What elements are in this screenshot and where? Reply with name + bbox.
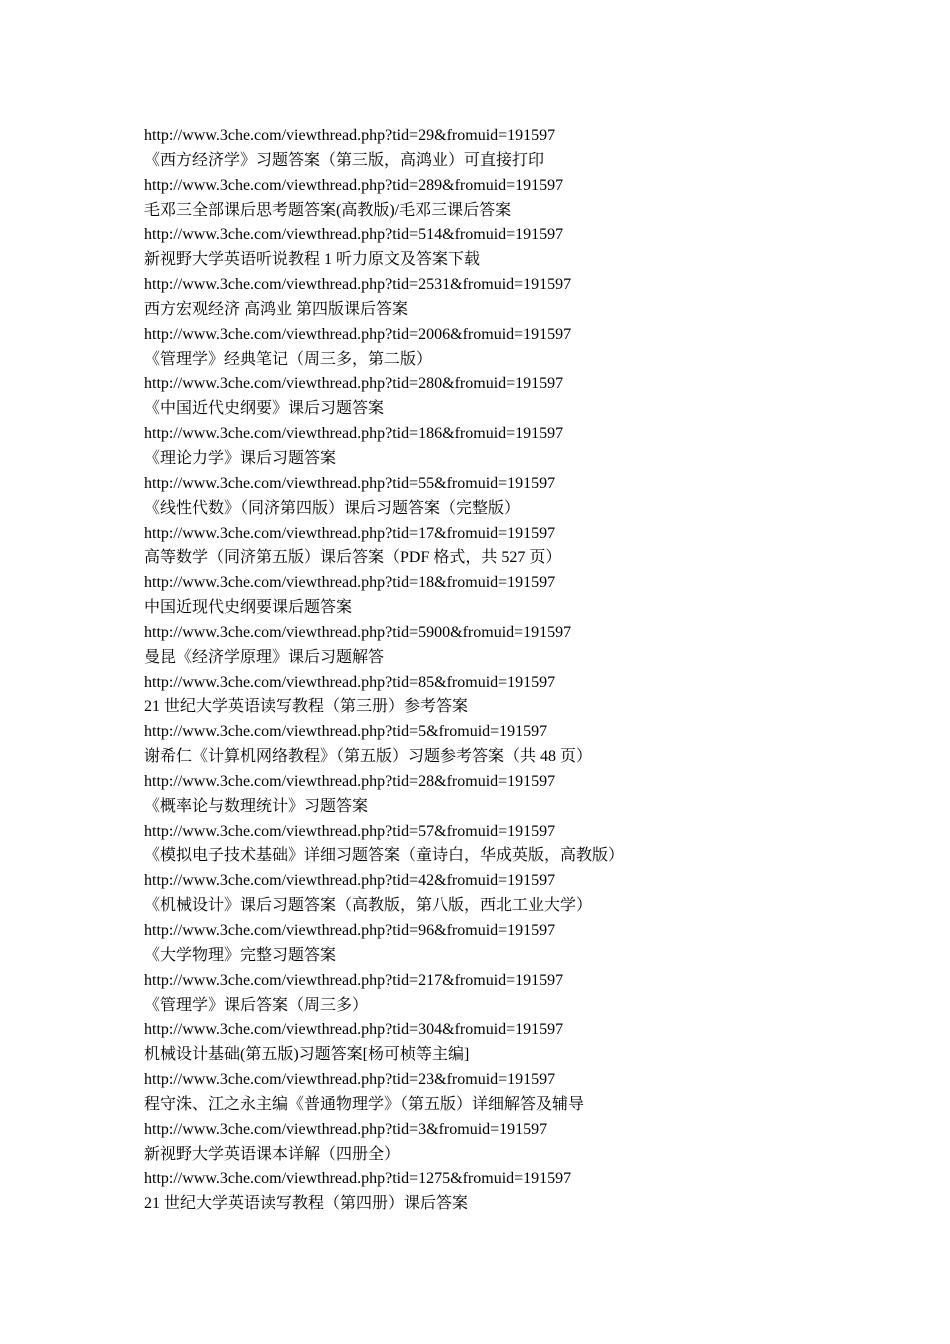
url-line: http://www.3che.com/viewthread.php?tid=28&fromuid=191597 xyxy=(144,772,556,790)
title-line: 《概率论与数理统计》习题答案 xyxy=(144,797,369,815)
url-line: http://www.3che.com/viewthread.php?tid=85&fromuid=191597 xyxy=(144,673,556,691)
url-line: http://www.3che.com/viewthread.php?tid=289&fromuid=191597 xyxy=(144,176,564,194)
title-line: 曼昆《经济学原理》课后习题解答 xyxy=(144,648,385,666)
url-line: http://www.3che.com/viewthread.php?tid=280&fromuid=191597 xyxy=(144,375,564,393)
title-line: 《中国近代史纲要》课后习题答案 xyxy=(144,400,385,418)
url-line: http://www.3che.com/viewthread.php?tid=5900&fromuid=191597 xyxy=(144,623,572,641)
title-line: 西方宏观经济 高鸿业 第四版课后答案 xyxy=(144,300,409,318)
title-line: 《大学物理》完整习题答案 xyxy=(144,946,337,964)
url-line: http://www.3che.com/viewthread.php?tid=514&fromuid=191597 xyxy=(144,226,564,244)
title-line: 《机械设计》课后习题答案（高教版，第八版，西北工业大学） xyxy=(144,897,593,915)
title-line: 谢希仁《计算机网络教程》（第五版）习题参考答案（共 48 页） xyxy=(144,748,593,766)
url-line: http://www.3che.com/viewthread.php?tid=29&fromuid=191597 xyxy=(144,127,556,144)
title-line: 21 世纪大学英语读写教程（第四册）课后答案 xyxy=(144,1195,469,1213)
url-line: http://www.3che.com/viewthread.php?tid=55&fromuid=191597 xyxy=(144,474,556,492)
title-line: 毛邓三全部课后思考题答案(高教版)/毛邓三课后答案 xyxy=(144,201,512,219)
url-line: http://www.3che.com/viewthread.php?tid=42&fromuid=191597 xyxy=(144,872,556,890)
url-line: http://www.3che.com/viewthread.php?tid=5&fromuid=191597 xyxy=(144,723,548,741)
title-line: 中国近现代史纲要课后题答案 xyxy=(144,599,353,617)
title-line: 新视野大学英语听说教程 1 听力原文及答案下载 xyxy=(144,251,481,269)
url-line: http://www.3che.com/viewthread.php?tid=2531&fromuid=191597 xyxy=(144,276,572,294)
url-line: http://www.3che.com/viewthread.php?tid=3&fromuid=191597 xyxy=(144,1120,548,1138)
title-line: 程守洙、江之永主编《普通物理学》（第五版）详细解答及辅导 xyxy=(144,1095,585,1113)
url-line: http://www.3che.com/viewthread.php?tid=96&fromuid=191597 xyxy=(144,922,556,939)
title-line: 《管理学》经典笔记（周三多，第二版） xyxy=(144,350,433,368)
title-line: 《线性代数》（同济第四版）课后习题答案（完整版） xyxy=(144,499,521,517)
title-line: 《模拟电子技术基础》详细习题答案（童诗白，华成英版，高教版） xyxy=(144,847,625,865)
url-line: http://www.3che.com/viewthread.php?tid=18&fromuid=191597 xyxy=(144,574,556,592)
title-line: 新视野大学英语课本详解（四册全） xyxy=(144,1145,401,1163)
url-line: http://www.3che.com/viewthread.php?tid=217&fromuid=191597 xyxy=(144,971,564,989)
url-line: http://www.3che.com/viewthread.php?tid=17&fromuid=191597 xyxy=(144,524,556,542)
url-line: http://www.3che.com/viewthread.php?tid=1275&fromuid=191597 xyxy=(144,1170,572,1188)
url-line: http://www.3che.com/viewthread.php?tid=304&fromuid=191597 xyxy=(144,1021,564,1039)
url-line: http://www.3che.com/viewthread.php?tid=57&fromuid=191597 xyxy=(144,822,556,840)
title-line: 高等数学（同济第五版）课后答案（PDF 格式，共 527 页） xyxy=(144,549,562,567)
title-line: 《管理学》课后答案（周三多） xyxy=(144,996,369,1014)
text-lines xyxy=(144,124,864,1217)
url-line: http://www.3che.com/viewthread.php?tid=23&fromuid=191597 xyxy=(144,1071,556,1089)
title-line: 21 世纪大学英语读写教程（第三册）参考答案 xyxy=(144,698,469,716)
title-line: 机械设计基础(第五版)习题答案[杨可桢等主编] xyxy=(144,1046,470,1064)
url-line: http://www.3che.com/viewthread.php?tid=186&fromuid=191597 xyxy=(144,425,564,443)
url-line: http://www.3che.com/viewthread.php?tid=2006&fromuid=191597 xyxy=(144,325,572,343)
title-line: 《西方经济学》习题答案（第三版，高鸿业）可直接打印 xyxy=(144,151,545,169)
title-line: 《理论力学》课后习题答案 xyxy=(144,449,337,467)
